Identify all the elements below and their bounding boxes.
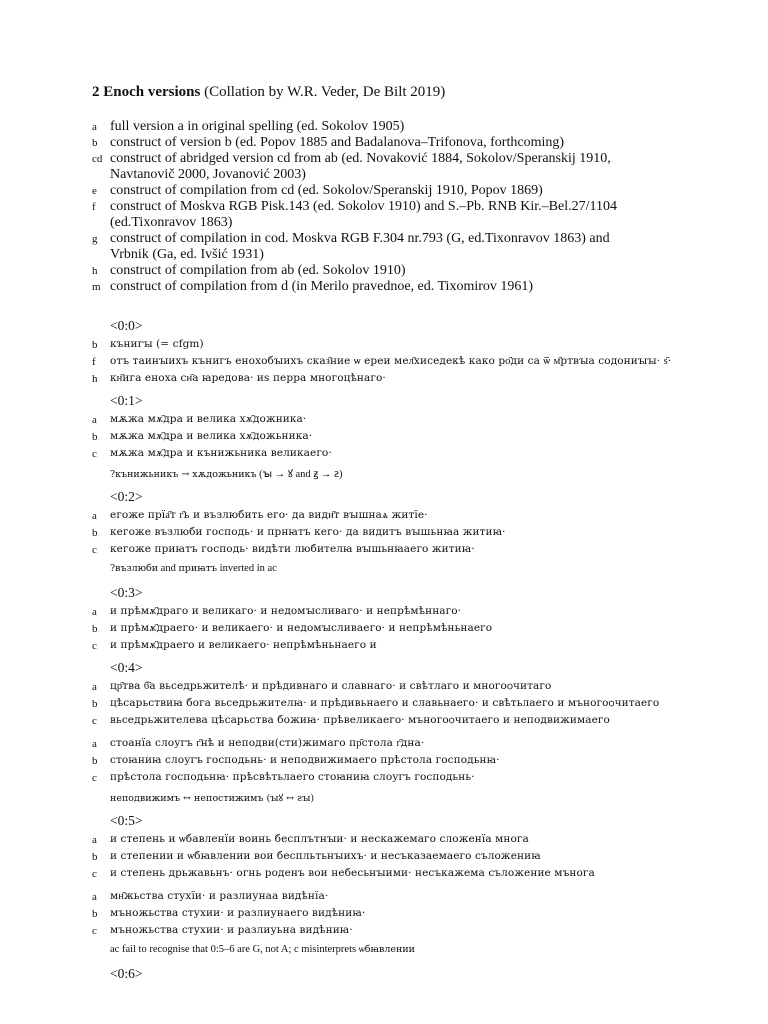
version-siglum: m bbox=[92, 281, 101, 293]
line-siglum: b bbox=[92, 527, 98, 539]
church-slavonic-text: кънигꙑ (= cfgm) bbox=[110, 338, 204, 350]
line-siglum: b bbox=[92, 431, 98, 443]
church-slavonic-text: и прѣмѫ҃драего и великаего· непрѣмѣньнаего и bbox=[110, 639, 377, 651]
line-siglum: b bbox=[92, 755, 98, 767]
line-siglum: b bbox=[92, 908, 98, 920]
version-description: construct of compilation from d (in Merilo pravednoe, ed. Tixomirov 1961) bbox=[110, 279, 534, 294]
version-description: Vrbnik (Ga, ed. Ivšić 1931) bbox=[110, 247, 264, 262]
church-slavonic-text: кегоже приꙗтъ господь· видѣти любителꙗ вꙑшьнꙗаего житиꙗ· bbox=[110, 543, 475, 555]
line-siglum: a bbox=[92, 681, 97, 693]
section-label: <0:5> bbox=[110, 813, 143, 828]
line-siglum: c bbox=[92, 640, 97, 652]
line-siglum: h bbox=[92, 373, 98, 385]
church-slavonic-text: и прѣмѫ҃драго и великаго· и недомꙑсливаго· и непрѣмѣннаго· bbox=[110, 605, 462, 617]
line-siglum: c bbox=[92, 925, 97, 937]
section-label: <0:6> bbox=[110, 966, 143, 981]
version-description: construct of version b (ed. Popov 1885 and Badalanova–Trifonova, forthcoming) bbox=[110, 135, 565, 150]
line-siglum: b bbox=[92, 698, 98, 710]
church-slavonic-text: егоже прїа҃т г҃ь и възлюбить его· да види҃т вꙑшнаѧ житїе· bbox=[110, 509, 428, 521]
note-text: and bbox=[158, 563, 179, 574]
editorial-note bbox=[110, 791, 314, 804]
church-slavonic-text: кегоже възлюби господь· и прнꙗтъ кего· да видитъ вꙑшьнꙗа житиꙗ· bbox=[110, 526, 506, 538]
version-description: construct of compilation from cd (ed. Sokolov/Speranskij 1910, Popov 1869) bbox=[110, 183, 543, 198]
section-label: <0:1> bbox=[110, 393, 143, 408]
note-slavonic: ѡбꙗвлении bbox=[358, 944, 415, 955]
church-slavonic-text: кн҃ига еноха сн҃а ꙗредова· иѕ перра многоцѣнаго· bbox=[110, 372, 386, 384]
line-siglum: a bbox=[92, 510, 97, 522]
title-bold: 2 Enoch versions bbox=[92, 84, 201, 100]
church-slavonic-text: мъножьства стухии· и разлиунаего видѣниꙗ· bbox=[110, 907, 366, 919]
church-slavonic-text: прѣстола господьнꙗ· прѣсвѣтьлаего стоꙗниꙗ слоугъ господьнь· bbox=[110, 771, 475, 783]
line-siglum: c bbox=[92, 544, 97, 556]
church-slavonic-text: мъножьства стухии· и разлиуьна видѣниꙗ· bbox=[110, 924, 353, 936]
title-rest: (Collation by W.R. Veder, De Bilt 2019) bbox=[200, 84, 446, 100]
version-siglum: b bbox=[92, 137, 98, 149]
church-slavonic-text: и степении и ѡбꙗвлении вои беспльтьнꙑихъ· и несъказаемаего съложениꙗ bbox=[110, 850, 541, 862]
line-siglum: c bbox=[92, 772, 97, 784]
note-text: (ꙑ → ꙋ and ꙃ → ꙅ) bbox=[256, 469, 343, 480]
note-slavonic: ?възлюби bbox=[110, 563, 159, 574]
line-siglum: c bbox=[92, 448, 97, 460]
version-siglum: e bbox=[92, 185, 97, 197]
church-slavonic-text: отъ таинꙑихъ кънигъ енохобꙑихъ сказ҃ние ѡ ереи мел҃хиседекѣ како ро҃ди са ѿ м҃ртвꙑа содониꙑꙑ· ѕ҃· bbox=[110, 355, 672, 367]
church-slavonic-text: мѫжа мѫ҃дра и велика хѫ҃дожьника· bbox=[110, 430, 313, 442]
church-slavonic-text: мѫжа мѫ҃дра и кънижьника великаего· bbox=[110, 447, 332, 459]
line-siglum: f bbox=[92, 356, 96, 368]
section-label: <0:0> bbox=[110, 318, 143, 333]
church-slavonic-text: и степень и ѡбавленїи воинь бесплътнꙑи· и нескажемаго сложенїа многа bbox=[110, 833, 529, 845]
version-siglum: cd bbox=[92, 153, 103, 165]
line-siglum: b bbox=[92, 623, 98, 635]
version-description: construct of abridged version cd from ab (ed. Novaković 1884, Sokolov/Speranskij 1910, bbox=[110, 151, 611, 166]
editorial-note bbox=[110, 563, 277, 574]
church-slavonic-text: мн҃жьства стухїи· и разлиунаа видѣнїа· bbox=[110, 890, 329, 902]
section-label: <0:4> bbox=[110, 660, 143, 675]
section-label: <0:3> bbox=[110, 585, 143, 600]
page-title bbox=[92, 84, 445, 101]
version-description: construct of Moskva RGB Pisk.143 (ed. Sokolov 1910) and S.–Pb. RNB Kir.–Bel.27/1104 bbox=[110, 199, 617, 214]
line-siglum: a bbox=[92, 606, 97, 618]
editorial-note bbox=[110, 944, 415, 955]
note-slavonic: неподвижимъ ↔ непостижимъ (ꙑꙋ ↔ ꙅꙑ) bbox=[110, 793, 315, 804]
section-label: <0:2> bbox=[110, 489, 143, 504]
note-text: ac fail to recognise that 0:5–6 are G, not A; c misinterprets bbox=[110, 944, 359, 955]
version-description: construct of compilation from ab (ed. Sokolov 1910) bbox=[110, 263, 406, 278]
church-slavonic-text: цѣсарьствиꙗ бога вьседрьжителꙗ· и прѣдивьнаего и славьнаего· и свѣтьлаего и мъногоѻчитаего bbox=[110, 697, 660, 709]
line-siglum: a bbox=[92, 738, 97, 750]
line-siglum: b bbox=[92, 851, 98, 863]
version-siglum: h bbox=[92, 265, 98, 277]
version-siglum: f bbox=[92, 201, 96, 213]
church-slavonic-text: стоꙗниꙗ слоугъ господьнь· и неподвижимаего прѣстола господьнꙗ· bbox=[110, 754, 500, 766]
line-siglum: c bbox=[92, 868, 97, 880]
church-slavonic-text: и прѣмѫ҃драего· и великаего· и недомꙑсливаего· и непрѣмѣньнаего bbox=[110, 622, 493, 634]
line-siglum: c bbox=[92, 715, 97, 727]
church-slavonic-text: и степень дрьжавьнъ· огнь роденъ вои небесьнꙑими· несъкажема съложение мънога bbox=[110, 867, 595, 879]
church-slavonic-text: вьседрьжителева цѣсарьства божиꙗ· прѣвеликаего· мъногоѻчитаего и неподвижимаего bbox=[110, 714, 610, 726]
church-slavonic-text: цр҃тва б҃а вьседрьжителѣ· и прѣдивнаго и славнаго· и свѣтлаго и многоѻчитаго bbox=[110, 680, 552, 692]
editorial-note bbox=[110, 467, 343, 481]
note-slavonic: ?кънижьникъ → хѫдожьникъ bbox=[110, 469, 257, 480]
version-description: full version a in original spelling (ed. Sokolov 1905) bbox=[110, 119, 405, 134]
line-siglum: b bbox=[92, 339, 98, 351]
line-siglum: a bbox=[92, 414, 97, 426]
line-siglum: a bbox=[92, 891, 97, 903]
version-description: Navtanovič 2000, Jovanović 2003) bbox=[110, 167, 306, 182]
version-siglum: a bbox=[92, 121, 97, 133]
church-slavonic-text: стоанїа слоугъ г҃нѣ и неподви(сти)жимаго пр҃стола г҃дна· bbox=[110, 737, 425, 749]
version-description: construct of compilation in cod. Moskva RGB F.304 nr.793 (G, ed.Tixonravov 1863) and bbox=[110, 231, 610, 246]
line-siglum: a bbox=[92, 834, 97, 846]
note-slavonic: приꙗтъ bbox=[178, 563, 218, 574]
note-text: inverted in ac bbox=[217, 563, 277, 574]
church-slavonic-text: мѫжа мѫ҃дра и велика хѫ҃дожника· bbox=[110, 413, 307, 425]
version-siglum: g bbox=[92, 233, 98, 245]
version-description: (ed.Tixonravov 1863) bbox=[110, 215, 233, 230]
